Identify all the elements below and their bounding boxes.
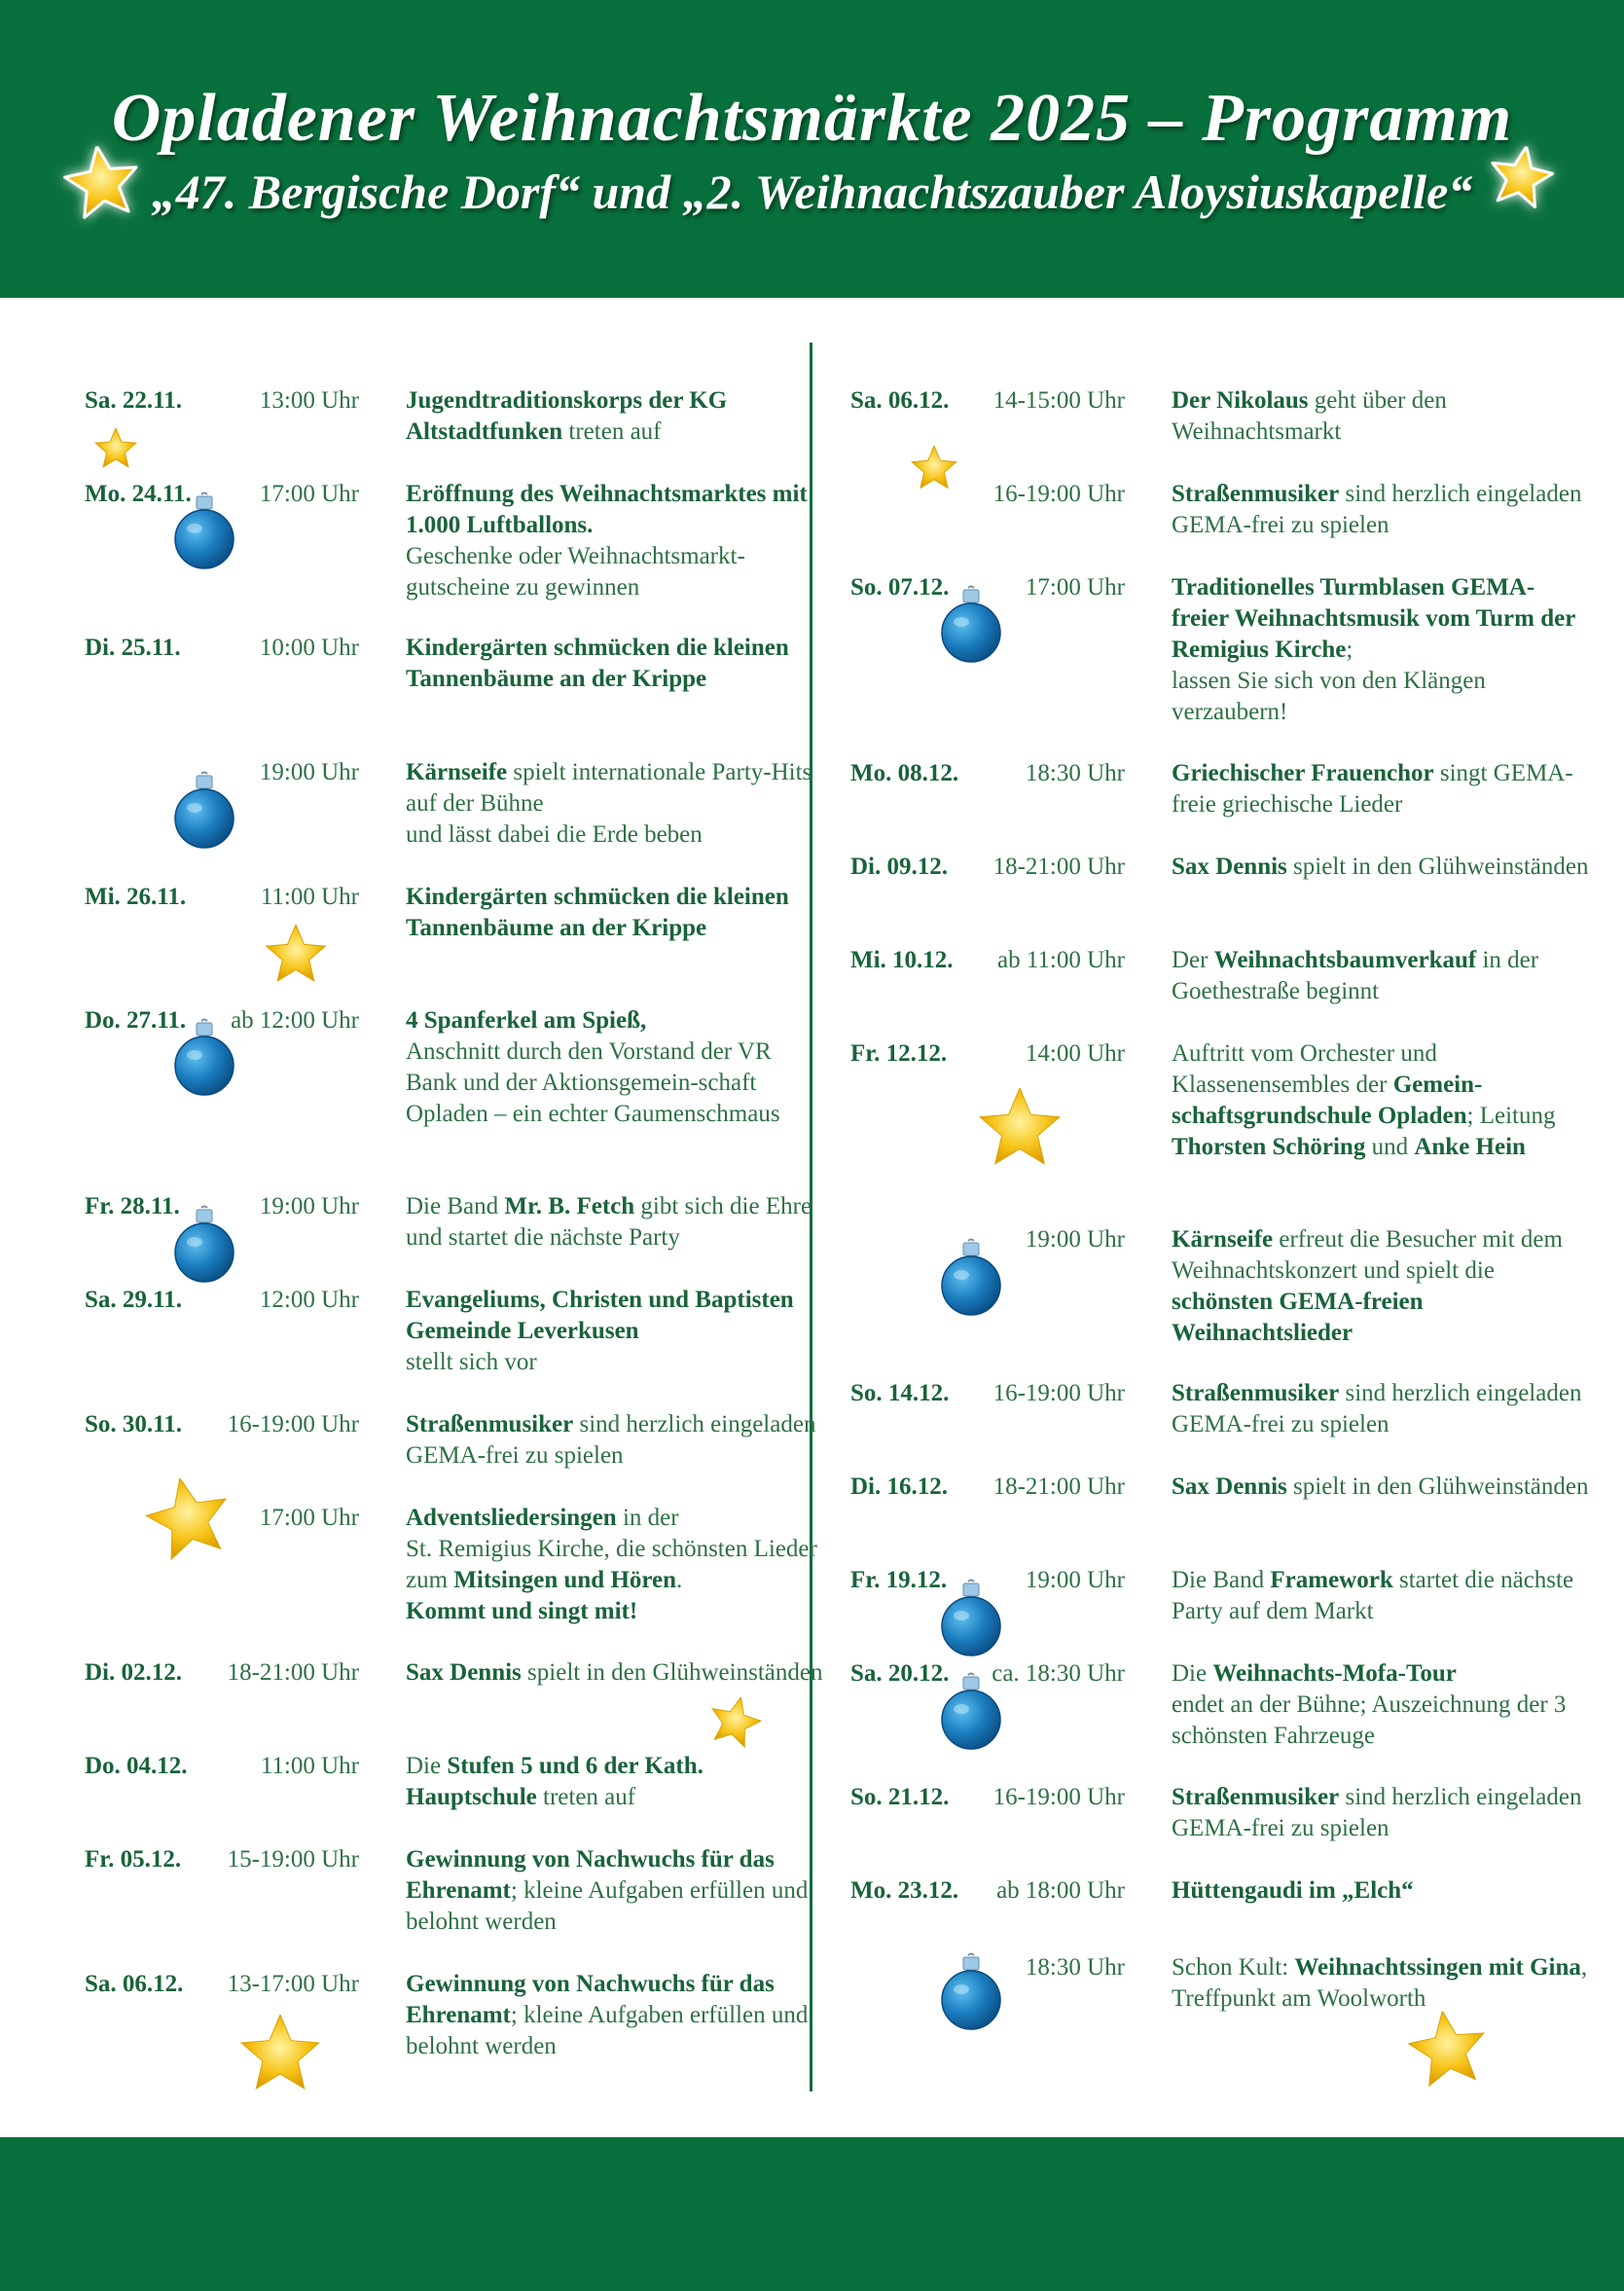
highlight-text: Straßenmusiker — [1172, 481, 1340, 507]
entry-description — [406, 1751, 824, 1813]
ornament-icon — [173, 491, 235, 571]
body-text: ; kleine Aufgaben erfüllen und belohnt werden — [406, 2002, 809, 2059]
entry-description — [1172, 1038, 1590, 1163]
entry-date: Sa. 20.12. — [850, 1660, 950, 1687]
highlight-text: Weihnachtssingen mit Gina — [1294, 1954, 1581, 1981]
highlight-text: Thorsten Schöring — [1172, 1134, 1366, 1160]
entry-date: Fr. 19.12. — [850, 1567, 948, 1593]
entry-description — [406, 1191, 824, 1254]
body-text: endet an der Bühne; Auszeichnung der 3 schönsten Fahrzeuge — [1172, 1691, 1567, 1749]
entry-description — [1172, 1875, 1590, 1907]
entry-time: 11:00 Uhr — [260, 1753, 359, 1779]
body-text: Der — [1172, 947, 1214, 973]
entry-time: 13-17:00 Uhr — [227, 1971, 359, 1997]
body-text: erfreut die Besucher mit dem Weihnachtskonzert und spielt die — [1172, 1226, 1563, 1284]
star-icon — [94, 428, 137, 471]
entry-date: Mo. 24.11. — [85, 481, 192, 507]
body-text: Die Band — [406, 1193, 505, 1219]
footer-banner — [0, 2137, 1624, 2291]
entry-time: ab 18:00 Uhr — [996, 1877, 1125, 1904]
body-text: sind herzlich eingeladen GEMA-frei zu spielen — [1172, 1380, 1582, 1437]
body-text: und lässt dabei die Erde beben — [406, 821, 703, 848]
highlight-text: schönsten GEMA-freien Weihnachtslieder — [1172, 1289, 1424, 1346]
entry-date: Di. 25.11. — [85, 635, 181, 661]
entry-description — [1172, 572, 1590, 728]
entry-date: Fr. 05.12. — [85, 1846, 182, 1873]
highlight-text: Straßenmusiker — [406, 1411, 574, 1437]
highlight-text: Eröffnung des Weihnachtsmarktes mit 1.000 Luftballons. — [406, 481, 808, 538]
highlight-text: Sax Dennis — [406, 1659, 522, 1686]
entry-date: So. 14.12. — [850, 1380, 950, 1406]
entry-time: 18-21:00 Uhr — [992, 1473, 1125, 1500]
ornament-icon — [173, 1018, 235, 1098]
entry-description — [406, 1409, 824, 1472]
entry-description — [406, 1503, 824, 1627]
entry-time: 18:30 Uhr — [1025, 1954, 1125, 1981]
entry-time: 16-19:00 Uhr — [992, 481, 1125, 507]
body-text: spielt in den Glühweinständen — [521, 1659, 823, 1686]
highlight-text: Weihnachtsbaumverkauf — [1213, 947, 1477, 973]
body-text: geht über den Weihnachtsmarkt — [1172, 387, 1447, 445]
entry-time: 17:00 Uhr — [1025, 574, 1125, 600]
entry-time: 16-19:00 Uhr — [227, 1411, 359, 1437]
entry-date: So. 30.11. — [85, 1411, 183, 1437]
highlight-text: Sax Dennis — [1172, 1473, 1287, 1500]
body-text: spielt in den Glühweinständen — [1286, 854, 1589, 880]
entry-time: 16-19:00 Uhr — [992, 1784, 1125, 1810]
body-text: in der Goethestraße beginnt — [1172, 947, 1539, 1004]
entry-date: Fr. 28.11. — [85, 1193, 180, 1219]
highlight-text: Adventsliedersingen — [406, 1505, 617, 1531]
entry-description — [406, 1657, 824, 1689]
entry-time: 18-21:00 Uhr — [992, 854, 1125, 880]
body-text: treten auf — [536, 1784, 636, 1810]
body-text: , Treffpunkt am Woolworth — [1172, 1954, 1588, 2012]
entry-date: Mo. 08.12. — [850, 760, 959, 786]
highlight-text: Gewinnung von Nachwuchs für das Ehrenamt — [406, 1971, 775, 2028]
highlight-text: Straßenmusiker — [1172, 1784, 1340, 1810]
ornament-icon — [940, 1672, 1002, 1752]
entry-description — [406, 633, 824, 695]
entry-date: Mi. 26.11. — [85, 884, 187, 910]
entry-description — [1172, 945, 1590, 1007]
highlight-text: Framework — [1270, 1567, 1393, 1593]
highlight-text: Gewinnung von Nachwuchs für das Ehrenamt — [406, 1846, 775, 1904]
ornament-icon — [173, 1205, 235, 1285]
entry-date: Di. 09.12. — [850, 854, 948, 880]
entry-description — [1172, 758, 1590, 820]
highlight-text: Weihnachts-Mofa-Tour — [1212, 1660, 1457, 1687]
body-text: Auftritt vom Orchester und Klassenensembles der — [1172, 1040, 1437, 1098]
star-icon — [138, 1470, 239, 1571]
header-banner — [0, 0, 1624, 298]
body-text: spielt internationale Party-Hits auf der Bühne — [406, 759, 812, 817]
entry-time: ca. 18:30 Uhr — [992, 1660, 1125, 1687]
highlight-text: Kommt und singt mit! — [406, 1598, 638, 1624]
body-text: ; — [1346, 636, 1353, 663]
highlight-text: Jugendtraditionskorps der KG Altstadtfunken — [406, 387, 728, 445]
highlight-text: Griechischer Frauenchor — [1172, 760, 1434, 786]
star-icon — [1484, 141, 1558, 215]
star-icon — [1403, 2006, 1494, 2096]
star-icon — [59, 141, 145, 227]
entry-date: Di. 02.12. — [85, 1659, 182, 1686]
body-text: ; kleine Aufgaben erfüllen und belohnt werden — [406, 1877, 809, 1935]
entry-description — [406, 757, 824, 851]
entry-description — [406, 1005, 824, 1130]
body-text: stellt sich vor — [406, 1349, 537, 1375]
entry-time: 19:00 Uhr — [1025, 1567, 1125, 1593]
entry-description — [1172, 852, 1590, 883]
entry-time: 17:00 Uhr — [259, 481, 359, 507]
entry-date: Sa. 29.11. — [85, 1287, 183, 1313]
entry-time: 19:00 Uhr — [259, 1193, 359, 1219]
highlight-text: Anke Hein — [1414, 1134, 1526, 1160]
body-text: treten auf — [562, 418, 662, 445]
highlight-text: Mr. B. Fetch — [504, 1193, 635, 1219]
body-text: Die — [1172, 1660, 1213, 1687]
body-text: lassen Sie sich von den Klängen verzaubern! — [1172, 668, 1486, 725]
body-text: St. Remigius Kirche, die schönsten Lieder zum — [406, 1536, 817, 1593]
star-icon — [911, 446, 957, 492]
page-subtitle: „47. Bergische Dorf“ und „2. Weihnachtszauber Aloysiuskapelle“ — [151, 164, 1473, 219]
highlight-text: Straßenmusiker — [1172, 1380, 1340, 1406]
entry-date: Sa. 06.12. — [850, 387, 950, 414]
entry-date: Fr. 12.12. — [850, 1040, 948, 1067]
ornament-icon — [940, 1579, 1002, 1658]
entry-time: 12:00 Uhr — [259, 1287, 359, 1313]
highlight-text: Hüttengaudi im „Elch“ — [1172, 1877, 1414, 1904]
body-text: Die Band — [1172, 1567, 1271, 1593]
entry-date: Sa. 22.11. — [85, 387, 183, 414]
entry-description — [406, 1969, 824, 2062]
highlight-text: Stufen 5 und 6 der Kath. Hauptschule — [406, 1753, 704, 1810]
entry-description — [1172, 1472, 1590, 1503]
highlight-text: Gemein-schaftsgrundschule Opladen — [1172, 1072, 1483, 1129]
entry-date: Di. 16.12. — [850, 1473, 948, 1500]
entry-date: Do. 27.11. — [85, 1007, 187, 1034]
entry-description — [1172, 385, 1590, 448]
ornament-icon — [940, 1238, 1002, 1318]
entry-time: 14-15:00 Uhr — [992, 387, 1125, 414]
ornament-icon — [940, 1952, 1002, 2032]
entry-description — [406, 1285, 824, 1378]
star-icon — [239, 2015, 321, 2096]
body-text: . — [676, 1567, 683, 1593]
body-text: Geschenke oder Weihnachtsmarkt-gutscheine zu gewinnen — [406, 543, 745, 600]
body-text: ; Leitung — [1466, 1103, 1556, 1129]
body-text: sind herzlich eingeladen GEMA-frei zu spielen — [406, 1411, 816, 1469]
entry-time: ab 12:00 Uhr — [231, 1007, 359, 1034]
entry-description — [1172, 1224, 1590, 1349]
highlight-text: Evangeliums, Christen und Baptisten Gemeinde Leverkusen — [406, 1287, 794, 1344]
highlight-text: Kärnseife — [406, 759, 508, 785]
entry-time: 15-19:00 Uhr — [227, 1846, 359, 1873]
entry-date: So. 07.12. — [850, 574, 950, 600]
body-text: in der — [616, 1505, 679, 1531]
entry-description — [406, 882, 824, 944]
entry-time: 10:00 Uhr — [259, 635, 359, 661]
highlight-text: Traditionelles Turmblasen GEMA-freier Weihnachtsmusik vom Turm der Remigius Kirche — [1172, 574, 1575, 663]
entry-description — [1172, 1782, 1590, 1844]
entry-time: 13:00 Uhr — [259, 387, 359, 414]
entry-description — [1172, 1658, 1590, 1752]
body-text: singt GEMA-freie griechische Lieder — [1172, 760, 1573, 818]
entry-time: 19:00 Uhr — [259, 759, 359, 785]
entry-description — [1172, 479, 1590, 541]
highlight-text: 4 Spanferkel am Spieß, — [406, 1007, 647, 1034]
body-text: spielt in den Glühweinständen — [1286, 1473, 1589, 1500]
body-text: startet die nächste Party auf dem Markt — [1172, 1567, 1574, 1624]
body-text: gibt sich die Ehre und startet die nächste Party — [406, 1193, 812, 1251]
body-text: Anschnitt durch den Vorstand der VR Bank und der Aktionsgemein-schaft Opladen – ein echter Gaumenschmaus — [406, 1038, 780, 1127]
entry-description — [406, 385, 824, 448]
page-title: Opladener Weihnachtsmärkte 2025 – Programm — [111, 81, 1513, 156]
highlight-text: Mitsingen und Hören — [453, 1567, 677, 1593]
entry-description — [406, 479, 824, 603]
entry-time: 18:30 Uhr — [1025, 760, 1125, 786]
body-text: Schon Kult: — [1172, 1954, 1295, 1981]
entry-time: 19:00 Uhr — [1025, 1226, 1125, 1253]
entry-date: Mi. 10.12. — [850, 947, 954, 973]
body-text: sind herzlich eingeladen GEMA-frei zu spielen — [1172, 1784, 1582, 1841]
entry-time: 18-21:00 Uhr — [227, 1659, 359, 1686]
star-icon — [265, 925, 327, 987]
body-text: Die — [406, 1753, 448, 1779]
entry-description — [406, 1844, 824, 1938]
entry-date: So. 21.12. — [850, 1784, 950, 1810]
ornament-icon — [940, 585, 1002, 665]
entry-description — [1172, 1952, 1590, 2015]
body-text: und — [1365, 1134, 1415, 1160]
entry-date: Do. 04.12. — [85, 1753, 188, 1779]
entry-time: 17:00 Uhr — [259, 1505, 359, 1531]
star-icon — [703, 1691, 766, 1754]
entry-date: Sa. 06.12. — [85, 1971, 184, 1997]
body-text: sind herzlich eingeladen GEMA-frei zu spielen — [1172, 481, 1582, 538]
entry-time: ab 11:00 Uhr — [997, 947, 1125, 973]
star-icon — [978, 1088, 1062, 1172]
entry-description — [1172, 1378, 1590, 1440]
entry-time: 14:00 Uhr — [1025, 1040, 1125, 1067]
highlight-text: Kärnseife — [1172, 1226, 1274, 1253]
highlight-text: Sax Dennis — [1172, 854, 1287, 880]
entry-time: 11:00 Uhr — [260, 884, 359, 910]
highlight-text: Kindergärten schmücken die kleinen Tannenbäume an der Krippe — [406, 635, 789, 692]
entry-description — [1172, 1565, 1590, 1627]
entry-date: Mo. 23.12. — [850, 1877, 959, 1904]
highlight-text: Kindergärten schmücken die kleinen Tannenbäume an der Krippe — [406, 884, 789, 941]
highlight-text: Der Nikolaus — [1172, 387, 1309, 414]
ornament-icon — [173, 771, 235, 851]
entry-time: 16-19:00 Uhr — [992, 1380, 1125, 1406]
